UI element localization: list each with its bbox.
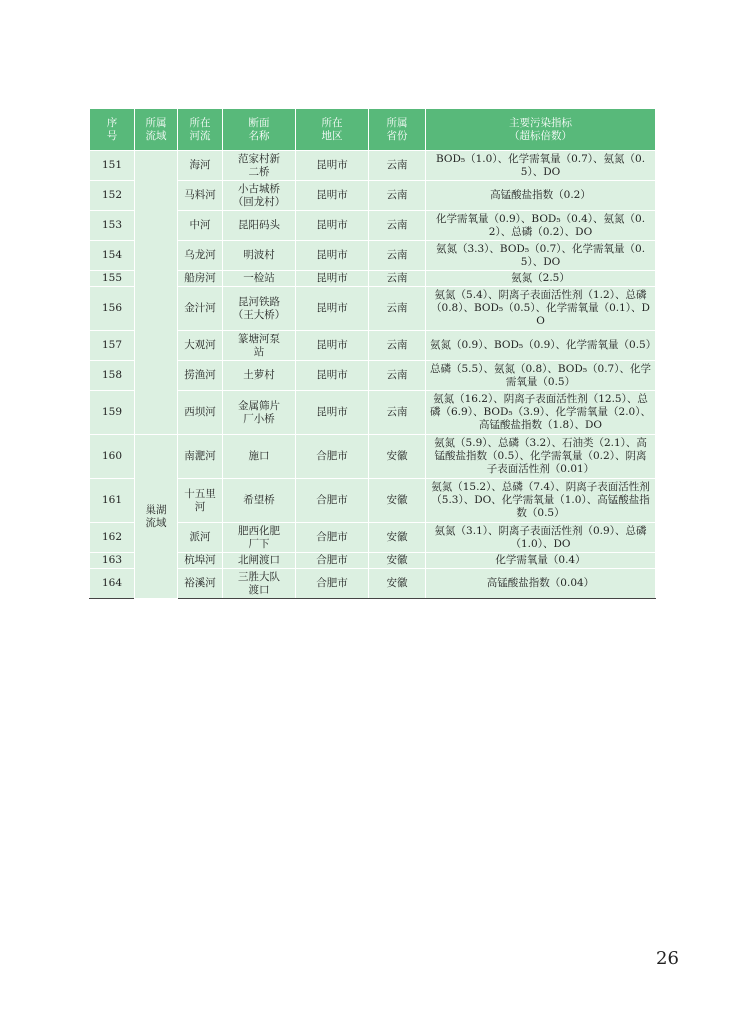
row-pollutants: 高锰酸盐指数（0.2） — [426, 181, 656, 211]
row-river: 海河 — [178, 151, 223, 181]
row-section: 明波村 — [223, 241, 296, 271]
header-pollutants: 主要污染指标 （超标倍数） — [426, 109, 656, 151]
row-province: 云南 — [369, 331, 426, 361]
row-city: 合肥市 — [296, 523, 369, 553]
row-city: 合肥市 — [296, 553, 369, 569]
row-river: 杭埠河 — [178, 553, 223, 569]
row-pollutants: 氨氮（2.5） — [426, 271, 656, 287]
row-pollutants: 氨氮（5.9）、总磷（3.2）、石油类（2.1）、高锰酸盐指数（0.5）、化学需氧量（0.2）、阴离子表面活性剂（0.01） — [426, 435, 656, 479]
row-province: 云南 — [369, 287, 426, 331]
row-section: 金属筛片 厂小桥 — [223, 391, 296, 435]
row-river: 大观河 — [178, 331, 223, 361]
row-city: 合肥市 — [296, 479, 369, 523]
row-section: 小古城桥 （回龙村） — [223, 181, 296, 211]
row-city: 昆明市 — [296, 271, 369, 287]
header-river: 所在 河流 — [178, 109, 223, 151]
row-province: 云南 — [369, 361, 426, 391]
row-city: 昆明市 — [296, 151, 369, 181]
row-river: 十五里 河 — [178, 479, 223, 523]
row-no: 162 — [90, 523, 135, 553]
row-section: 施口 — [223, 435, 296, 479]
row-province: 安徽 — [369, 553, 426, 569]
header-section: 断面 名称 — [223, 109, 296, 151]
table-row — [90, 435, 656, 479]
table-header — [90, 109, 656, 151]
row-river: 中河 — [178, 211, 223, 241]
row-river: 金汁河 — [178, 287, 223, 331]
row-city: 昆明市 — [296, 361, 369, 391]
row-province: 安徽 — [369, 435, 426, 479]
row-pollutants: 化学需氧量（0.4） — [426, 553, 656, 569]
row-city: 昆明市 — [296, 241, 369, 271]
row-province: 云南 — [369, 151, 426, 181]
row-city: 昆明市 — [296, 211, 369, 241]
row-no: 154 — [90, 241, 135, 271]
row-province: 云南 — [369, 211, 426, 241]
header-no: 序 号 — [90, 109, 135, 151]
row-province: 云南 — [369, 241, 426, 271]
row-no: 151 — [90, 151, 135, 181]
row-province: 安徽 — [369, 479, 426, 523]
page-number: 26 — [656, 948, 679, 969]
table-body — [90, 151, 656, 599]
row-river: 南淝河 — [178, 435, 223, 479]
row-no: 152 — [90, 181, 135, 211]
row-city: 昆明市 — [296, 331, 369, 361]
row-pollutants: 氨氮（15.2）、总磷（7.4）、阴离子表面活性剂（5.3）、DO、化学需氧量（1.0）、高锰酸盐指数（0.5） — [426, 479, 656, 523]
row-section: 三胜大队 渡口 — [223, 569, 296, 599]
row-province: 安徽 — [369, 523, 426, 553]
header-basin: 所属 流域 — [135, 109, 178, 151]
row-pollutants: 高锰酸盐指数（0.04） — [426, 569, 656, 599]
water-quality-table — [89, 108, 656, 599]
row-pollutants: 氨氮（0.9）、BOD₅（0.9）、化学需氧量（0.5） — [426, 331, 656, 361]
row-pollutants: 化学需氧量（0.9）、BOD₅（0.4）、氨氮（0.2）、总磷（0.2）、DO — [426, 211, 656, 241]
row-pollutants: 氨氮（16.2）、阴离子表面活性剂（12.5）、总磷（6.9）、BOD₅（3.9）、化学需氧量（2.0）、高锰酸盐指数（1.8）、DO — [426, 391, 656, 435]
row-city: 昆明市 — [296, 181, 369, 211]
row-province: 云南 — [369, 271, 426, 287]
row-no: 157 — [90, 331, 135, 361]
row-no: 156 — [90, 287, 135, 331]
row-river: 裕溪河 — [178, 569, 223, 599]
row-basin — [135, 151, 178, 435]
row-section: 一检站 — [223, 271, 296, 287]
row-pollutants: 氨氮（5.4）、阴离子表面活性剂（1.2）、总磷（0.8）、BOD₅（0.5）、化学需氧量（0.1）、DO — [426, 287, 656, 331]
row-basin: 巢湖 流域 — [135, 435, 178, 599]
row-river: 派河 — [178, 523, 223, 553]
row-river: 西坝河 — [178, 391, 223, 435]
row-river: 船房河 — [178, 271, 223, 287]
row-river: 马料河 — [178, 181, 223, 211]
row-no: 153 — [90, 211, 135, 241]
row-pollutants: 氨氮（3.3）、BOD₅（0.7）、化学需氧量（0.5）、DO — [426, 241, 656, 271]
header-city: 所在 地区 — [296, 109, 369, 151]
row-section: 肥西化肥 厂下 — [223, 523, 296, 553]
row-section: 昆河铁路 （王大桥） — [223, 287, 296, 331]
row-province: 云南 — [369, 391, 426, 435]
row-no: 163 — [90, 553, 135, 569]
row-pollutants: 氨氮（3.1）、阴离子表面活性剂（0.9）、总磷（1.0）、DO — [426, 523, 656, 553]
row-no: 158 — [90, 361, 135, 391]
header-province: 所属 省份 — [369, 109, 426, 151]
table-row — [90, 151, 656, 181]
row-pollutants: 总磷（5.5）、氨氮（0.8）、BOD₅（0.7）、化学需氧量（0.5） — [426, 361, 656, 391]
row-river: 捞渔河 — [178, 361, 223, 391]
row-no: 160 — [90, 435, 135, 479]
row-section: 希望桥 — [223, 479, 296, 523]
row-city: 合肥市 — [296, 569, 369, 599]
row-section: 范家村新 二桥 — [223, 151, 296, 181]
row-city: 昆明市 — [296, 391, 369, 435]
row-province: 安徽 — [369, 569, 426, 599]
row-no: 164 — [90, 569, 135, 599]
row-city: 昆明市 — [296, 287, 369, 331]
row-section: 北闸渡口 — [223, 553, 296, 569]
row-section: 篆塘河泵 站 — [223, 331, 296, 361]
row-pollutants: BOD₅（1.0）、化学需氧量（0.7）、氨氮（0.5）、DO — [426, 151, 656, 181]
row-province: 云南 — [369, 181, 426, 211]
row-river: 乌龙河 — [178, 241, 223, 271]
row-no: 155 — [90, 271, 135, 287]
row-section: 昆阳码头 — [223, 211, 296, 241]
row-no: 161 — [90, 479, 135, 523]
row-section: 土萝村 — [223, 361, 296, 391]
row-no: 159 — [90, 391, 135, 435]
row-city: 合肥市 — [296, 435, 369, 479]
